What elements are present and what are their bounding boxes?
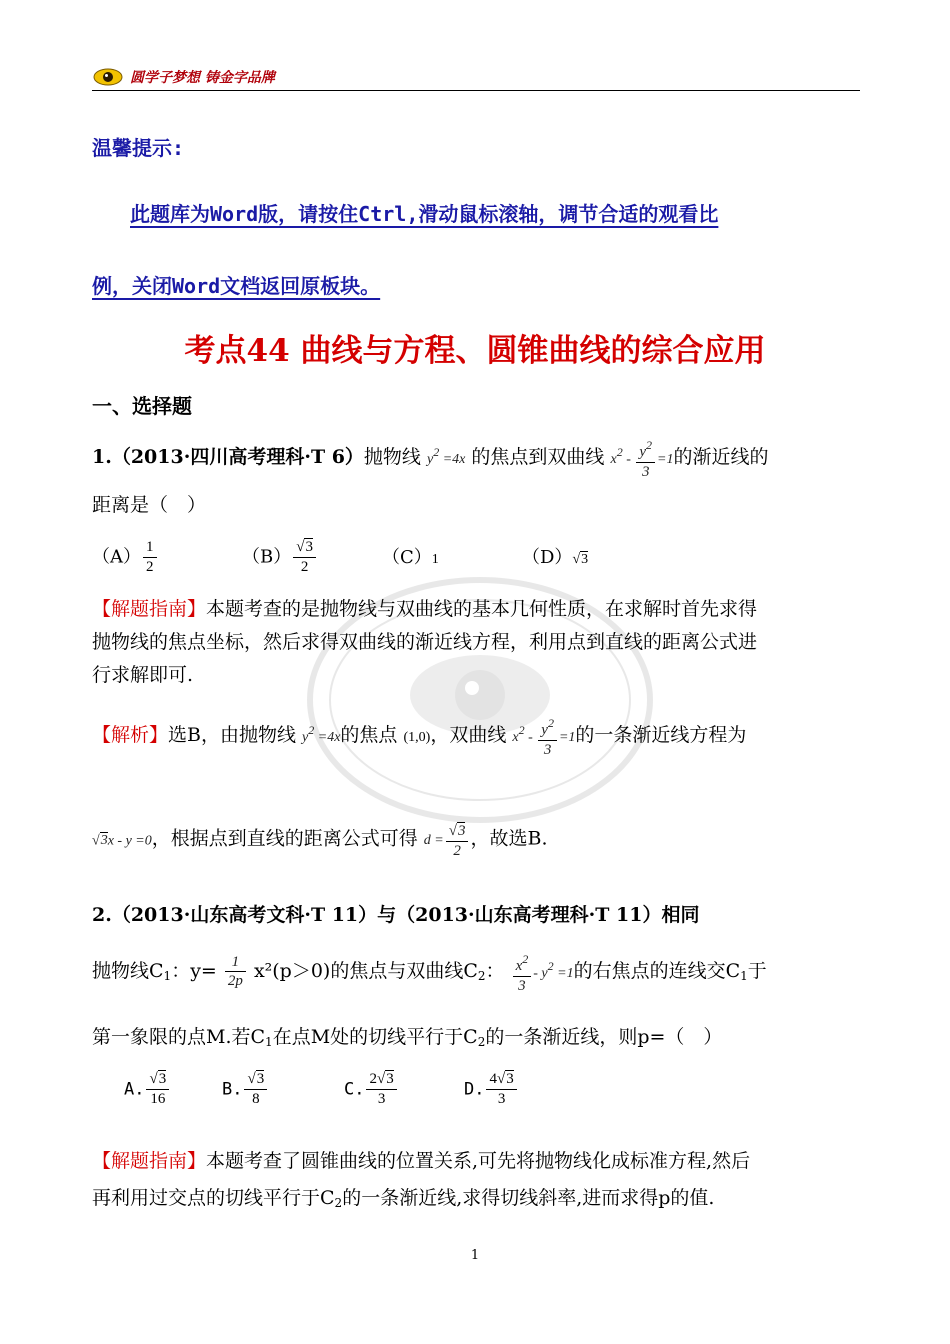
q2-guide-line-2: 再利用过交点的切线平行于$C_2$的一条渐近线,求得切线斜率,进而求得p的值. [92, 1187, 715, 1210]
page-header [92, 64, 860, 91]
tip-line-1[interactable]: 此题库为Word版，请按住Ctrl,滑动鼠标滚轴，调节合适的观看比 [130, 202, 719, 226]
q1-answer-parabola-eq: y2 =4x [302, 722, 341, 745]
q1-source: 1.（2013·四川高考理科·T 6） [92, 445, 364, 468]
tip-title: 温馨提示: [92, 136, 185, 160]
q1-guide-line-2: 抛物线的焦点坐标，然后求得双曲线的渐近线方程，利用点到直线的距离公式进 [92, 631, 758, 653]
q1-option-a[interactable]: （A） $\frac{1}{2}$ [92, 538, 159, 577]
page-number: 1 [470, 1248, 480, 1263]
q2-stem-line-1: 抛物线$C_1$：y= $\frac{1}{2p}$ x²(p＞0)的焦点与双曲线$C_2$： $\frac{x^2}{3}$ - y2 =1的右焦点的连线交$C_1$于 [92, 952, 767, 994]
q1-stem-line-1: 1.（2013·四川高考理科·T 6）抛物线 y2 =4x 的焦点到双曲线 x2 - $\frac{y^2}{3}$ =1的渐近线的 [92, 438, 769, 480]
brand-slogan: 圆学子梦想 铸金字品牌 [130, 70, 275, 86]
q2-option-a[interactable]: A. $\frac{√3}{16}$ [124, 1070, 171, 1109]
q2-option-c[interactable]: C. $\frac{2√3}{3}$ [344, 1070, 399, 1109]
q2-stem-line-2: 第一象限的点M.若$C_1$在点M处的切线平行于$C_2$的一条渐近线，则p=（ ） [92, 1026, 723, 1049]
q1-answer-hyperbola-eq: x2 - $\frac{y^2}{3}$ =1 [512, 716, 576, 758]
q2-option-d[interactable]: D. $\frac{4√3}{3}$ [464, 1070, 519, 1109]
q1-answer-tag: 【解析】 [92, 723, 169, 746]
tip-line-2[interactable]: 例，关闭Word文档返回原板块。 [92, 274, 381, 298]
q1-option-d[interactable]: （D）√3 [522, 547, 589, 568]
q2-fraction-1-2p: $\frac{1}{2p}$ [225, 953, 246, 992]
eye-logo-icon [92, 66, 124, 88]
q1-option-c[interactable]: （C）1 [382, 547, 439, 568]
q1-guide-line-3: 行求解即可. [92, 664, 194, 686]
q1-answer-line-2: √3x - y =0，根据点到直线的距离公式可得 d = $\frac{√3}{2}$ ，故选B. [92, 823, 548, 859]
q2-guide-tag: 【解题指南】 [92, 1150, 207, 1172]
q1-answer-line-1: 【解析】选B，由抛物线 y2 =4x的焦点 (1,0)，双曲线 x2 - $\frac{y^2}{3}$ =1的一条渐近线方程为 [92, 716, 747, 758]
q1-option-b[interactable]: （B） $\frac{√3}{2}$ [242, 538, 318, 577]
q2-source: 2.（2013·山东高考文科·T 11）与（2013·山东高考理科·T 11）相同 [92, 904, 700, 926]
q1-hyperbola-eq: x2 - $\frac{y^2}{3}$ =1 [610, 438, 674, 480]
q1-focus-point: (1,0) [403, 729, 431, 745]
q1-guide-line-1: 【解题指南】本题考查的是抛物线与双曲线的基本几何性质，在求解时首先求得 [92, 598, 758, 620]
section-heading: 一、选择题 [92, 394, 192, 418]
q1-asymptote-eq: √3x - y =0 [92, 833, 152, 849]
q1-distance-eq: d = $\frac{√3}{2}$ [424, 833, 471, 848]
q1-guide-tag: 【解题指南】 [92, 598, 207, 620]
q1-parabola-eq: y2 =4x [426, 444, 466, 467]
q2-hyperbola-eq: $\frac{x^2}{3}$ - y2 =1 [511, 966, 574, 981]
q2-guide-line-1: 【解题指南】本题考查了圆锥曲线的位置关系,可先将抛物线化成标准方程,然后 [92, 1150, 751, 1172]
q2-option-b[interactable]: B. $\frac{√3}{8}$ [222, 1070, 269, 1109]
q1-stem-line-2: 距离是（ ） [92, 494, 207, 516]
page-title: 考点44 曲线与方程、圆锥曲线的综合应用 [184, 333, 766, 369]
